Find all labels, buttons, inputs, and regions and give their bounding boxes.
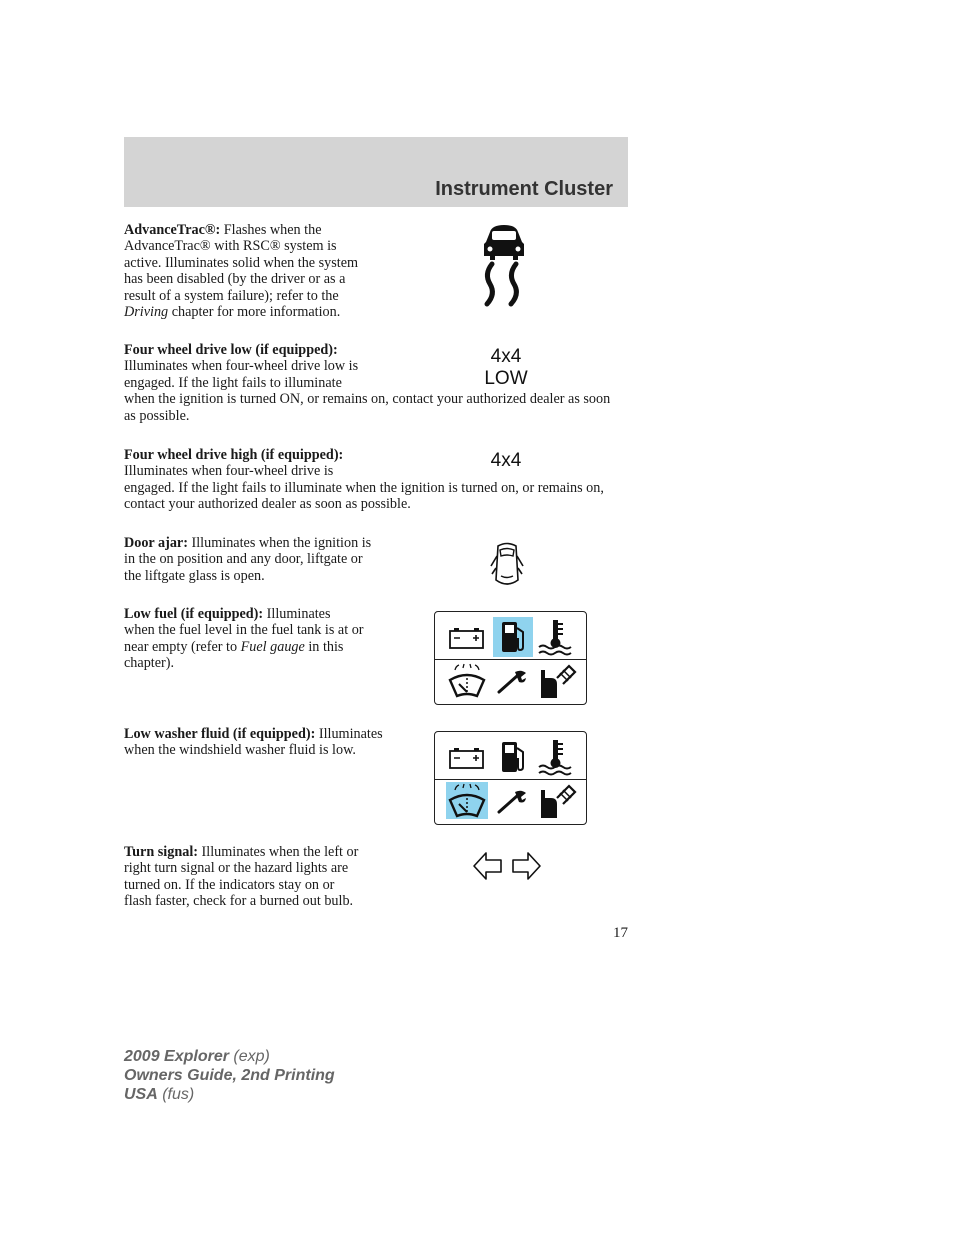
wrench-icon bbox=[495, 668, 529, 696]
fuel-pump-icon bbox=[499, 740, 529, 774]
footer-model-code: (exp) bbox=[228, 1048, 270, 1065]
four-wheel-high-term: Four wheel drive high (if equipped): bbox=[124, 447, 344, 463]
footer-market-code: (fus) bbox=[157, 1086, 195, 1103]
low-fuel-text-end: in this chapter). bbox=[124, 638, 344, 672]
page-number: 17 bbox=[613, 925, 628, 941]
advancetrac-text-end: chapter for more information. bbox=[168, 304, 341, 321]
four-wheel-low-icon bbox=[476, 346, 536, 390]
four-wheel-low-term: Four wheel drive low (if equipped): bbox=[124, 342, 338, 358]
door-ajar-icon bbox=[489, 540, 525, 590]
advancetrac-description bbox=[124, 222, 374, 320]
footer-line-1 bbox=[124, 1047, 335, 1066]
chapter-header bbox=[124, 137, 628, 207]
four-wheel-low-icon-line1: 4x4 bbox=[490, 346, 522, 367]
low-washer-indicator-panel bbox=[434, 731, 587, 825]
footer-model: 2009 Explorer bbox=[124, 1048, 229, 1065]
low-washer-description bbox=[124, 726, 384, 759]
low-washer-term: Low washer fluid (if equipped): bbox=[124, 726, 316, 742]
document-footer bbox=[124, 1047, 335, 1104]
turn-signal-arrows-icon bbox=[472, 850, 542, 882]
washer-fluid-icon bbox=[447, 662, 487, 700]
low-fuel-indicator-panel bbox=[434, 611, 587, 705]
liftgate-ajar-icon bbox=[537, 784, 577, 820]
four-wheel-low-description bbox=[124, 342, 614, 424]
battery-icon bbox=[449, 626, 485, 650]
door-ajar-term: Door ajar: bbox=[124, 535, 188, 551]
low-fuel-description bbox=[124, 606, 364, 672]
door-ajar-text: Illuminates when the ignition is in the on position and any door, liftgate or the liftgate glass is open. bbox=[124, 535, 372, 584]
four-wheel-high-icon-line1: 4x4 bbox=[490, 450, 522, 471]
low-fuel-term: Low fuel (if equipped): bbox=[124, 606, 264, 622]
turn-signal-text: Illuminates when the left or right turn signal or the hazard lights are turned on. If the indicators stay on or flash faster, check for a burned out bulb. bbox=[124, 844, 359, 910]
door-ajar-description bbox=[124, 535, 380, 584]
chapter-title: Instrument Cluster bbox=[435, 178, 613, 200]
low-fuel-italic: Fuel gauge bbox=[240, 638, 305, 655]
footer-line-2 bbox=[124, 1066, 335, 1085]
panel-divider bbox=[435, 659, 586, 660]
four-wheel-low-text: Illuminates when four-wheel drive low is engaged. If the light fails to illuminate when the ignition is turned ON, or remains on, contact your authorized dealer as soon as possible. bbox=[124, 358, 611, 424]
coolant-temp-icon bbox=[537, 738, 573, 776]
four-wheel-high-icon bbox=[476, 450, 536, 472]
washer-fluid-icon bbox=[447, 782, 487, 820]
wrench-icon bbox=[495, 788, 529, 816]
low-washer-text: Illuminates when the windshield washer fluid is low. bbox=[124, 726, 383, 759]
fuel-pump-icon bbox=[499, 620, 529, 654]
advancetrac-text: Flashes when the AdvanceTrac® with RSC® system is active. Illuminates solid when the system has been disabled (by the driver or as a result of a system failure); refer to the bbox=[124, 222, 359, 304]
panel-divider bbox=[435, 779, 586, 780]
four-wheel-high-description bbox=[124, 447, 614, 513]
low-fuel-text: Illuminates when the fuel level in the fuel tank is at or near empty (refer to bbox=[124, 606, 364, 655]
advancetrac-italic: Driving bbox=[124, 304, 169, 321]
footer-market: USA bbox=[124, 1086, 158, 1103]
footer-line-3 bbox=[124, 1085, 335, 1104]
footer-guide: Owners Guide, 2nd Printing bbox=[124, 1067, 335, 1084]
advancetrac-skid-icon bbox=[478, 222, 530, 310]
four-wheel-low-icon-line2: LOW bbox=[484, 368, 528, 389]
advancetrac-term: AdvanceTrac®: bbox=[124, 222, 221, 238]
liftgate-ajar-icon bbox=[537, 664, 577, 700]
battery-icon bbox=[449, 746, 485, 770]
turn-signal-term: Turn signal: bbox=[124, 844, 198, 860]
coolant-temp-icon bbox=[537, 618, 573, 656]
four-wheel-high-text: Illuminates when four-wheel drive is engaged. If the light fails to illuminate when the ignition is turned on, or remains on, contact your authorized dealer as soon as possible. bbox=[124, 463, 604, 513]
